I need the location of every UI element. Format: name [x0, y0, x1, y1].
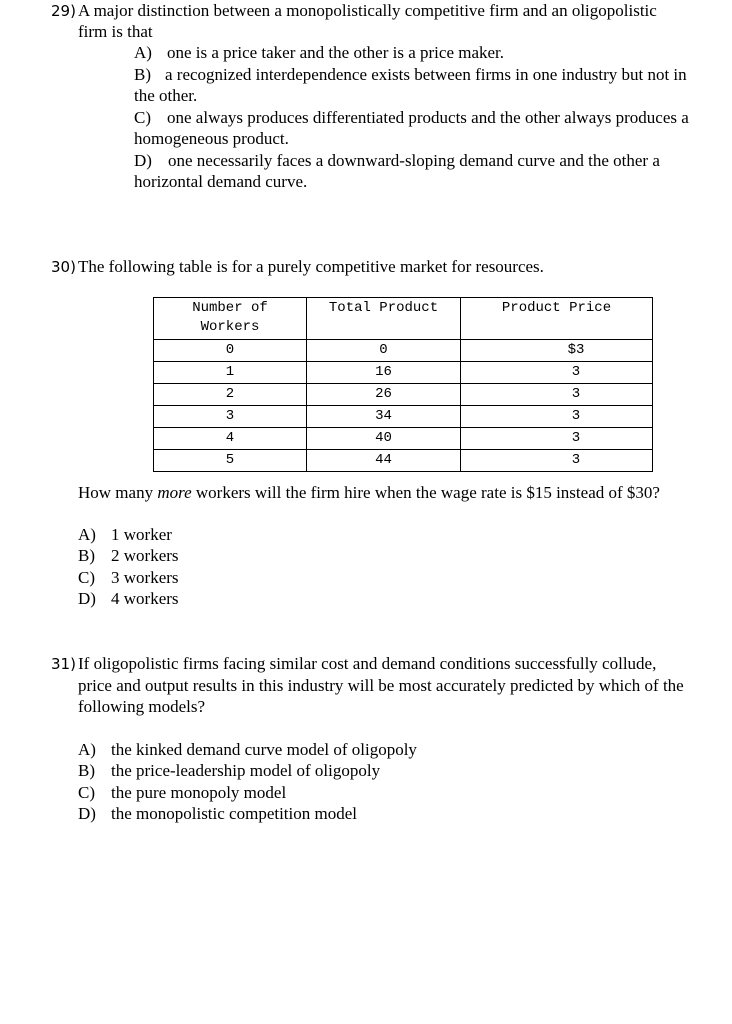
- table-cell: 0: [154, 340, 307, 362]
- table-cell: 26: [307, 384, 461, 406]
- option-letter: C): [78, 568, 95, 587]
- question-stem-line: A major distinction between a monopolistically competitive firm and an oligopolistic: [78, 1, 657, 20]
- option-letter: D): [134, 151, 152, 170]
- table-row: [154, 428, 653, 450]
- question-stem-line: following models?: [78, 697, 206, 716]
- option-letter: D): [78, 804, 96, 823]
- table-cell: 3: [461, 384, 653, 406]
- question-number: 29): [51, 2, 76, 20]
- question-stem-line: firm is that: [78, 22, 153, 41]
- option-letter: A): [134, 43, 152, 62]
- table-row: [154, 450, 653, 472]
- question-prompt: [78, 482, 660, 503]
- question-prompt-emphasis: more: [157, 483, 192, 502]
- question-stem-line: If oligopolistic firms facing similar cost and demand conditions successfully collude,: [78, 654, 657, 673]
- question-stem-line: price and output results in this industry will be most accurately predicted by which of the: [78, 676, 684, 695]
- option-letter: C): [134, 108, 151, 127]
- table-header-product-price: Product Price: [461, 298, 653, 340]
- table-row: [154, 340, 653, 362]
- table-cell: 0: [307, 340, 461, 362]
- option-letter: A): [78, 740, 96, 759]
- table-cell: 3: [461, 362, 653, 384]
- table-row: [154, 406, 653, 428]
- option-letter: D): [78, 589, 96, 608]
- table-cell: 34: [307, 406, 461, 428]
- table-cell: 3: [461, 450, 653, 472]
- option-letter: C): [78, 783, 95, 802]
- table-row: [154, 384, 653, 406]
- table-header-row: [154, 298, 653, 340]
- table-cell: $3: [461, 340, 653, 362]
- option-letter: B): [134, 65, 151, 84]
- question-prompt-text: workers will the firm hire when the wage rate is $15 instead of $30?: [191, 483, 660, 502]
- table-cell: 1: [154, 362, 307, 384]
- option-text: 3 workers: [111, 568, 179, 587]
- option-text: one necessarily faces a downward-sloping demand curve and the other a: [168, 151, 660, 170]
- table-row: [154, 362, 653, 384]
- table-header-total-product: Total Product: [307, 298, 461, 340]
- option-letter: B): [78, 761, 95, 780]
- table-cell: 4: [154, 428, 307, 450]
- resource-table: [153, 297, 653, 472]
- table-cell: 40: [307, 428, 461, 450]
- question-number: 30): [51, 258, 76, 276]
- option-text: one always produces differentiated products and the other always produces a: [167, 108, 689, 127]
- option-text: 1 worker: [111, 525, 172, 544]
- table-cell: 3: [461, 406, 653, 428]
- table-cell: 2: [154, 384, 307, 406]
- option-text: homogeneous product.: [134, 129, 289, 148]
- table-cell: 3: [154, 406, 307, 428]
- question-number: 31): [51, 655, 76, 673]
- table-cell: 3: [461, 428, 653, 450]
- question-prompt-text: How many: [78, 483, 158, 502]
- header-text: Workers: [200, 319, 260, 335]
- table-cell: 5: [154, 450, 307, 472]
- option-text: the monopolistic competition model: [111, 804, 357, 823]
- option-text: the price-leadership model of oligopoly: [111, 761, 381, 780]
- table-cell: 16: [307, 362, 461, 384]
- option-text: the pure monopoly model: [111, 783, 287, 802]
- table-cell: 44: [307, 450, 461, 472]
- option-text: horizontal demand curve.: [134, 172, 308, 191]
- option-text: the kinked demand curve model of oligopoly: [111, 740, 417, 759]
- option-text: a recognized interdependence exists between firms in one industry but not in: [165, 65, 687, 84]
- header-text: Number of: [192, 300, 268, 316]
- question-stem-line: The following table is for a purely competitive market for resources.: [78, 257, 544, 276]
- table-header-workers: [154, 298, 307, 340]
- option-text: the other.: [134, 86, 198, 105]
- option-letter: B): [78, 546, 95, 565]
- option-letter: A): [78, 525, 96, 544]
- option-text: 4 workers: [111, 589, 179, 608]
- option-text: one is a price taker and the other is a price maker.: [167, 43, 505, 62]
- option-text: 2 workers: [111, 546, 179, 565]
